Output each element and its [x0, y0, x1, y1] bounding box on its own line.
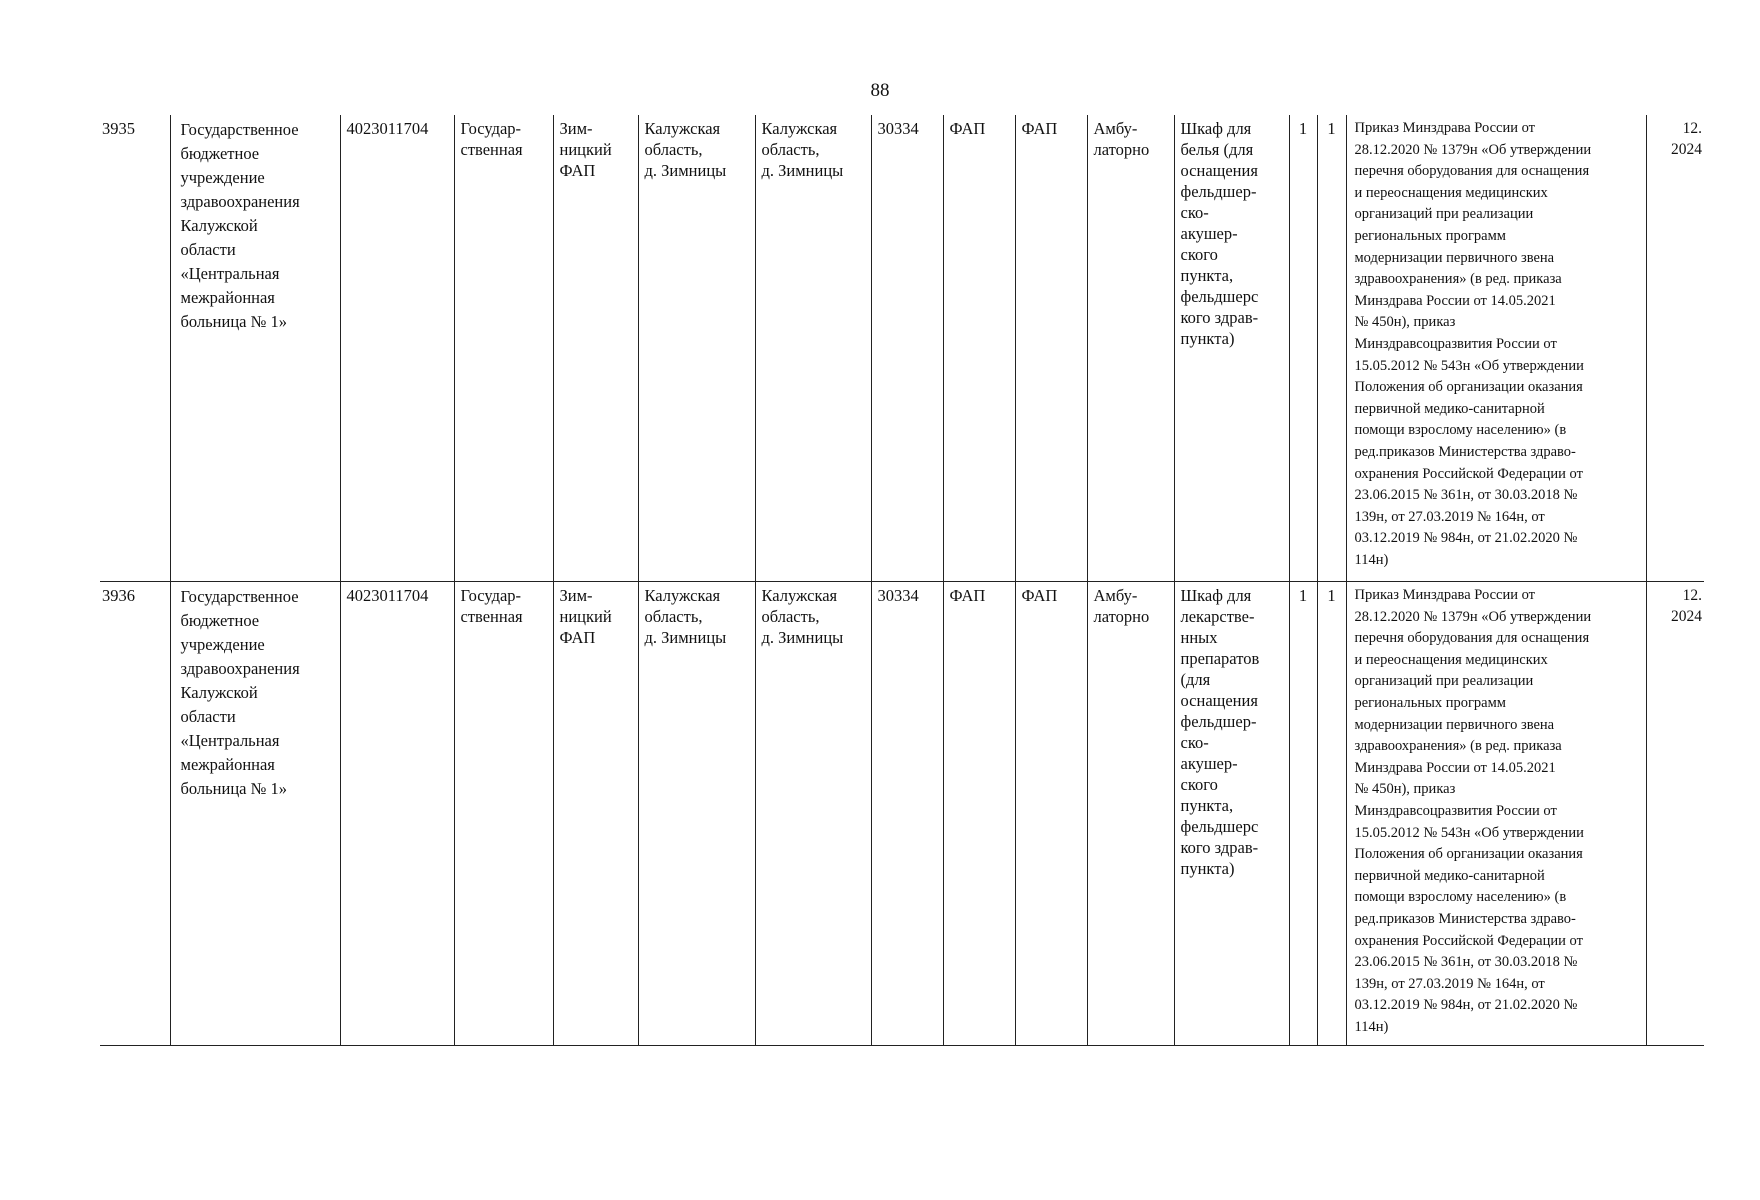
table-row: [100, 115, 1704, 582]
ownership-cell: Государ- ственная: [454, 115, 553, 582]
legal-basis-cell: Приказ Минздрава России от 28.12.2020 № 1379н «Об утверждении перечня оборудования для оснащения и переоснащения медицинских организаций при реализации региональных программ модернизации первичного звена здравоохранения» (в ред. приказа Минздрава России от 14.05.2021 № 450н), приказ Минздравсоцразвития России от 15.05.2012 № 543н «Об утверждении Положения об организации оказания первичной медико-санитарной помощи взрослому населению» (в ред.приказов Министерства здраво- охранения Российской Федерации от 23.06.2015 № 361н, от 30.03.2018 № 139н, от 27.03.2019 № 164н, от 03.12.2019 № 984н, от 21.02.2020 № 114н): [1346, 115, 1646, 582]
region-cell: Калужская область, д. Зимницы: [638, 582, 755, 1046]
quantity-planned-cell: 1: [1317, 115, 1346, 582]
care-form-cell: Амбу- латорно: [1087, 582, 1174, 1046]
inn-cell: 4023011704: [340, 582, 454, 1046]
quantity-planned-cell: 1: [1317, 582, 1346, 1046]
equipment-registry-table: [100, 115, 1704, 1046]
date-cell: 12. 2024: [1646, 115, 1704, 582]
equipment-cell: Шкаф для белья (для оснащения фельдшер- ско- акушер- ского пункта, фельдшерс кого здрав- пункта): [1174, 115, 1289, 582]
unit-cell: Зим- ницкий ФАП: [553, 115, 638, 582]
quantity-required-cell: 1: [1289, 115, 1317, 582]
code-cell: 30334: [871, 582, 943, 1046]
kind-cell: ФАП: [1015, 582, 1087, 1046]
quantity-required-cell: 1: [1289, 582, 1317, 1046]
table-row: [100, 582, 1704, 1046]
type-cell: ФАП: [943, 582, 1015, 1046]
inn-cell: 4023011704: [340, 115, 454, 582]
date-cell: 12. 2024: [1646, 582, 1704, 1046]
legal-basis-cell: Приказ Минздрава России от 28.12.2020 № 1379н «Об утверждении перечня оборудования для оснащения и переоснащения медицинских организаций при реализации региональных программ модернизации первичного звена здравоохранения» (в ред. приказа Минздрава России от 14.05.2021 № 450н), приказ Минздравсоцразвития России от 15.05.2012 № 543н «Об утверждении Положения об организации оказания первичной медико-санитарной помощи взрослому населению» (в ред.приказов Министерства здраво- охранения Российской Федерации от 23.06.2015 № 361н, от 30.03.2018 № 139н, от 27.03.2019 № 164н, от 03.12.2019 № 984н, от 21.02.2020 № 114н): [1346, 582, 1646, 1046]
organization-cell: Государственное бюджетное учреждение здравоохранения Калужской области «Центральная межрайонная больница № 1»: [170, 582, 340, 1046]
row-number-cell: 3936: [100, 582, 170, 1046]
code-cell: 30334: [871, 115, 943, 582]
type-cell: ФАП: [943, 115, 1015, 582]
care-form-cell: Амбу- латорно: [1087, 115, 1174, 582]
address-cell: Калужская область, д. Зимницы: [755, 582, 871, 1046]
ownership-cell: Государ- ственная: [454, 582, 553, 1046]
organization-cell: Государственное бюджетное учреждение здравоохранения Калужской области «Центральная межрайонная больница № 1»: [170, 115, 340, 582]
region-cell: Калужская область, д. Зимницы: [638, 115, 755, 582]
row-number-cell: 3935: [100, 115, 170, 582]
kind-cell: ФАП: [1015, 115, 1087, 582]
page-number: 88: [870, 80, 890, 101]
equipment-cell: Шкаф для лекарстве- нных препаратов (для оснащения фельдшер- ско- акушер- ского пункта, фельдшерс кого здрав- пункта): [1174, 582, 1289, 1046]
unit-cell: Зим- ницкий ФАП: [553, 582, 638, 1046]
address-cell: Калужская область, д. Зимницы: [755, 115, 871, 582]
